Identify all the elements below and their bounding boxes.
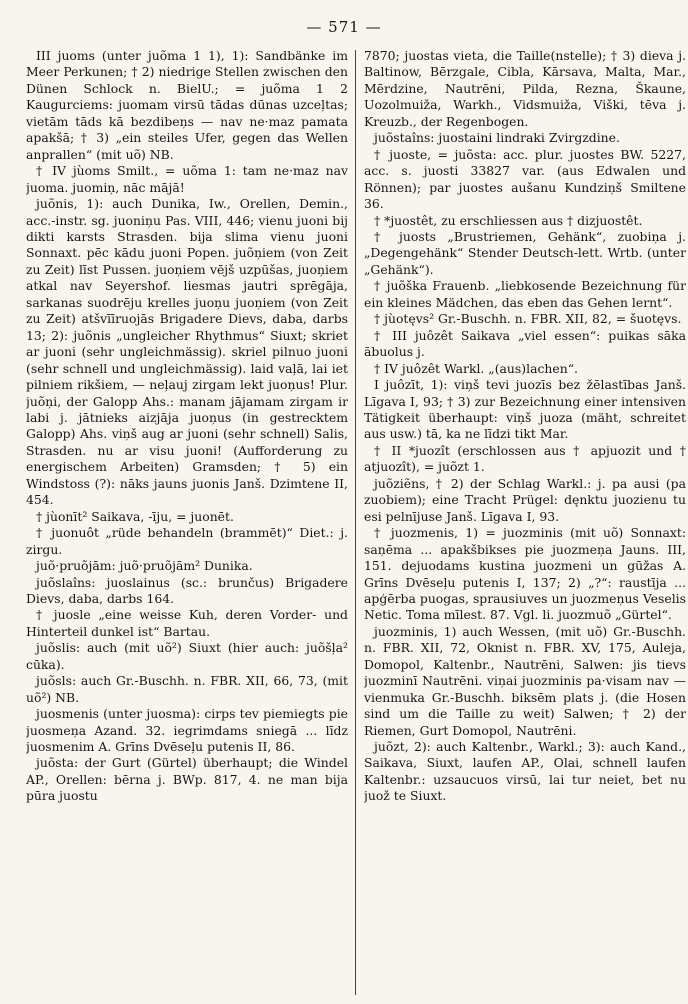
entry-juonis: juõnis, 1): auch Dunika, Iw., Orellen, Demin., acc.-instr. sg. juoniņu Pas. VIII, 446; vienu juoni bij dikti karsts Strasden. bija slima vienu juoni Sonnaxt. pēc kādu juoni Popen. juõņiem (von Zeit zu Zeit) līst Pussen. juoņiem vējš uzpūšas, juoņiem atkal nav Seyershof. liesmas jautri sprēgāja, sarkanas suodrēju krelles juoņu juoņiem (von Zeit zu Zeit) atšvīīruojās Brigadere Dievs, daba, darbs 13; 2): juõnis „ungleicher Rhythmus“ Siuxt; skriet ar juoni (sehr ungleichmässig). skriel pilnuo juoni (sehr schnell und ungleichmässig). laid vaļā, lai iet pilniem rikšiem, — neļauj zirgam lekt juoņus! Plur. juõņi, der Galopp Ahs.: manam jājamam zirgam ir labi j. jātnieks aizjāja juoņus (in gestrecktem Galopp) Ahs. viņš aug ar juoni (sehr schnell) Salis, Strasden. nu ar visu juoni! (Aufforderung zu energischem Arbeiten) Gramsden; † 5) ein Windstoss (?): nāks jauns juonis Janš. Dzimtene II, 454. xyxy=(26,196,348,508)
right-column xyxy=(364,48,686,998)
entry-juozminis: juozminis, 1) auch Wessen, (mit uõ) Gr.-Buschh. n. FBR. XII, 72, Oknist n. FBR. XV, 175, Auleja, Domopol, Kaltenbr., Nautrēni, Salwen: jis tievs juozminī Nautrēni. viņai juozminis pa·visam nav — vienmuka Gr.-Buschh. biksēm plats j. (die Hosen sind um die Taille zu weit) Salwen; † 2) der Riemen, Gurt Domopol, Nautrēni. xyxy=(364,623,686,738)
entry-iv-juoms: † IV jùoms Smilt., = uõma 1: tam ne·maz nav juoma. juomiņ, nāc mājā! xyxy=(26,163,348,195)
entry-juo-pruojam: juõ·pruõjām: juõ·pruõjām² Dunika. xyxy=(36,558,253,574)
column-divider xyxy=(355,50,356,995)
entry-juosmenis: juosmenis (unter juosma): cirps tev piemiegts pie juosmeņa Azand. 32. iegrimdams sniegā ... līdz juosmenim A. Grīns Dvēseļu putenis II, 86. xyxy=(26,706,348,755)
entry-juosts: † juosts „Brustriemen, Gehänk“, zuobiņa j. „Degengehänk“ Stender Deutsch-lett. Wrtb. (unter „Gehänk“). xyxy=(364,228,686,277)
entry-juozmenis: † juozmenis, 1) = juozminis (mit uõ) Sonnaxt: saņēma ... apakšbikses pie juozmeņa Jauns. III, 151. dejuodams kustina juozmeni un gūžas A. Grīns Dvēseļu putenis I, 137; 2) „?“: raustīja ... apģērba puogas, sprausiuves un juozmeņus Veselis Netic. Toma mīlest. 87. Vgl. li. juozmuõ „Gürtel“. xyxy=(364,525,686,623)
page-number: — 571 — xyxy=(306,18,382,36)
left-column xyxy=(26,48,348,998)
entry-juostet: † *juostêt, zu erschliessen aus † dizjuostêt. xyxy=(374,212,643,228)
entry-juoste: † juoste, = juõsta: acc. plur. juostes BW. 5227, acc. s. juosti 33827 var. (aus Edwalen und Rönnen); par juostes aušanu Kundziņš Smiltene 36. xyxy=(364,146,686,212)
entry-iii-juozet: † III juôzêt Saikava „viel essen“: puikas sāka ābuolus j. xyxy=(364,327,686,360)
entry-juozt: juõzt, 2): auch Kaltenbr., Warkl.; 3): auch Kand., Saikava, Siuxt, laufen AP., Olai, schnell laufen Kaltenbr.: uzsaucuos virsū, lai tur neiet, bet nu juož te Siuxt. xyxy=(364,739,686,804)
entry-iv-juozet: † IV juôzêt Warkl. „(aus)lachen“. xyxy=(374,360,578,376)
entry-iii-juoms: III juoms (unter juõma 1 1), 1): Sandbänke im Meer Perkunen; † 2) niedrige Stellen zwischen den Dünen Schlock n. BielU.; = juõma 1 2 Kaugurciems: juomam virsū tādas dūnas uzceļtas; vietām tāds kā bezdibeņs — nav ne·maz pamata apakšā; † 3) „ein steiles Ufer, gegen das Wellen anprallen“ (mit uõ) NB. xyxy=(26,48,348,162)
entry-juostains: juõstaîns: juostaini lindraki Zvirgzdine. xyxy=(374,130,620,146)
entry-juoska: † juõška Frauenb. „liebkosende Bezeichnung für ein kleines Mädchen, das eben das Gehen lernt“. xyxy=(364,278,686,310)
entry-juotevs: † jùotęvs² Gr.-Buschh. n. FBR. XII, 82, = šuotęvs. xyxy=(374,311,682,327)
entry-juonuot: † juonuôt „rüde behandeln (brammēt)“ Diet.: j. zirgu. xyxy=(26,525,348,557)
entry-juoslains: juõslaîns: juoslainus (sc.: brunčus) Brigadere Dievs, daba, darbs 164. xyxy=(26,574,348,606)
entry-juosle: † juosle „eine weisse Kuh, deren Vorder- und Hinterteil dunkel ist“ Bartau. xyxy=(26,607,348,639)
entry-i-juozit: I juôzīt, 1): viņš tevi juozīs bez žēlastības Janš. Līgava I, 93; † 3) zur Bezeichnung einer intensiven Tätigkeit überhaupt: viņš juoza (mäht, schreitet aus usw.) tā, ka ne līdzi tikt Mar. xyxy=(364,377,686,442)
entry-juosta-continued: 7870; juostas vieta, die Taille(nstelle); † 3) dieva j. Baltinow, Bērzgale, Cibla, Kārsava, Malta, Mar., Mērdzine, Nautrēni, Pilda, Rezna, Škaune, Uozolmuiža, Warkh., Vidsmuiža, Viški, tēva j. Kreuzb., der Regenbogen. xyxy=(364,48,686,129)
entry-juosls: juõsls: auch Gr.-Buschh. n. FBR. XII, 66, 73, (mit uõ²) NB. xyxy=(26,673,348,705)
entry-juonit: † jùonīt² Saikava, -īju, = juonēt. xyxy=(36,508,234,524)
entry-juoslis: juõslis: auch (mit uõ²) Siuxt (hier auch: juõšļa² cūka). xyxy=(26,640,348,672)
entry-juosta: juõsta: der Gurt (Gürtel) überhaupt; die Windel AP., Orellen: bērna j. BWp. 817, 4. ne man bija pūra juostu xyxy=(26,755,348,804)
entry-ii-juozit: † II *juozît (erschlossen aus † apjuozit und † atjuozît), = juõzt 1. xyxy=(364,442,686,475)
entry-juoziens: juõziẽns, † 2) der Schlag Warkl.: j. pa ausi (pa zuobiem); eine Tracht Prügel: dęnktu juozienu tu esi pelnījuse Janš. Līgava I, 93. xyxy=(364,475,686,524)
